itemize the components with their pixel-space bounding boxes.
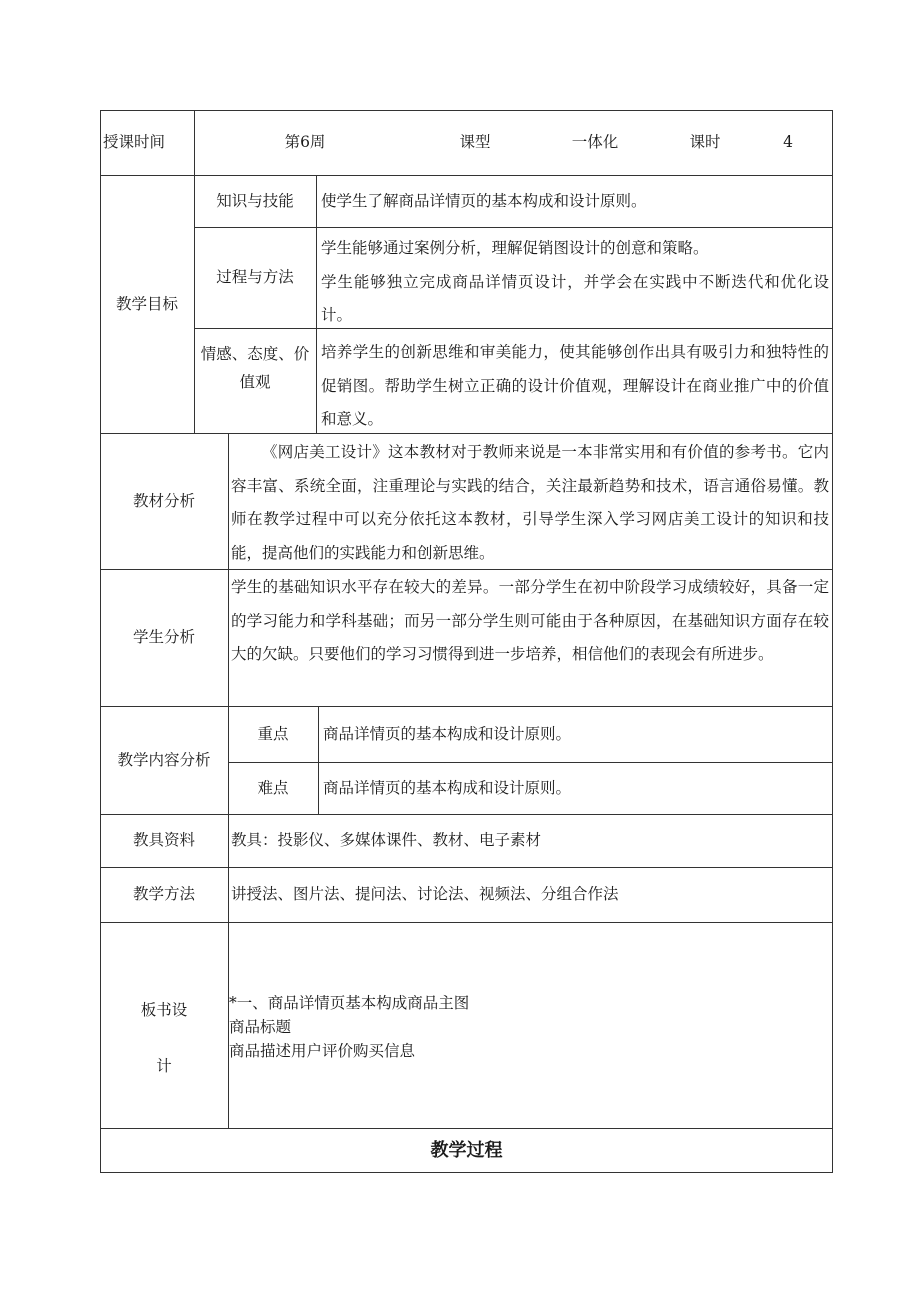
border-right	[832, 110, 833, 1173]
board-content	[229, 991, 829, 1063]
emotion-text: 培养学生的创新思维和审美能力，使其能够创作出具有吸引力和独特性的促销图。帮助学生树立正确的设计价值观，理解设计在商业推广中的价值和意义。	[321, 343, 829, 428]
textbook-label: 教材分析	[132, 491, 195, 510]
process-line-2: 学生能够独立完成商品详情页设计，并学会在实践中不断迭代和优化设计。	[321, 272, 829, 324]
methods-text: 讲授法、图片法、提问法、讨论法、视频法、分组合作法	[231, 885, 619, 903]
hours-value: 4	[783, 133, 793, 151]
materials-label: 教具资料	[132, 831, 195, 849]
type-label: 课型	[459, 133, 491, 151]
emotion-label-line-2: 值观	[239, 373, 271, 391]
border-bottom	[100, 1172, 833, 1173]
knowledge-label: 知识与技能	[216, 191, 294, 210]
hours-label: 课时	[689, 133, 721, 151]
emotion-label	[194, 340, 316, 420]
time-label: 授课时间	[103, 133, 166, 151]
divider-vertical	[316, 175, 317, 433]
methods-label: 教学方法	[132, 885, 195, 903]
board-label-line-2: 计	[156, 1057, 172, 1075]
board-label-line-1: 板书设	[140, 1001, 188, 1019]
week-value: 第6周	[284, 133, 326, 151]
process-heading: 教学过程	[430, 1139, 503, 1161]
process-line-1: 学生能够通过案例分析，理解促销图设计的创意和策略。	[321, 239, 709, 257]
difficulty-text: 商品详情页的基本构成和设计原则。	[323, 778, 572, 797]
divider	[100, 922, 833, 923]
textbook-text: 《网店美工设计》这本教材对于教师来说是一本非常实用和有价值的参考书。它内容丰富、系统全面，注重理论与实践的结合，关注最新趋势和技术，语言通俗易懂。教师在教学过程中可以充分依托这本教材，引导学生深入学习网店美工设计的知识和技能，提高他们的实践能力和创新思维。	[231, 443, 829, 562]
emotion-label-line-1: 情感、态度、价	[200, 345, 310, 363]
divider-vertical	[318, 706, 319, 814]
knowledge-text: 使学生了解商品详情页的基本构成和设计原则。	[321, 191, 647, 210]
key-point-label: 重点	[257, 724, 289, 743]
key-point-text: 商品详情页的基本构成和设计原则。	[323, 724, 572, 743]
board-line-1: *一、商品详情页基本构成商品主图	[229, 994, 470, 1012]
objectives-label: 教学目标	[115, 294, 178, 313]
process-label: 过程与方法	[216, 268, 294, 286]
board-line-2: 商品标题	[229, 1018, 292, 1036]
students-label: 学生分析	[132, 628, 195, 646]
students-text: 学生的基础知识水平存在较大的差异。一部分学生在初中阶段学习成绩较好，具备一定的学习能力和学科基础；而另一部分学生则可能由于各种原因，在基础知识方面存在较大的欠缺。只要他们的学习习惯得到进一步培养，相信他们的表现会有所进步。	[231, 578, 829, 663]
difficulty-label: 难点	[257, 778, 289, 797]
materials-text: 教具：投影仪、多媒体课件、教材、电子素材	[231, 831, 542, 849]
process-text	[321, 232, 829, 333]
board-label	[100, 990, 228, 1080]
type-value: 一体化	[571, 133, 619, 151]
content-label: 教学内容分析	[117, 750, 211, 769]
board-line-3: 商品描述用户评价购买信息	[229, 1042, 416, 1060]
